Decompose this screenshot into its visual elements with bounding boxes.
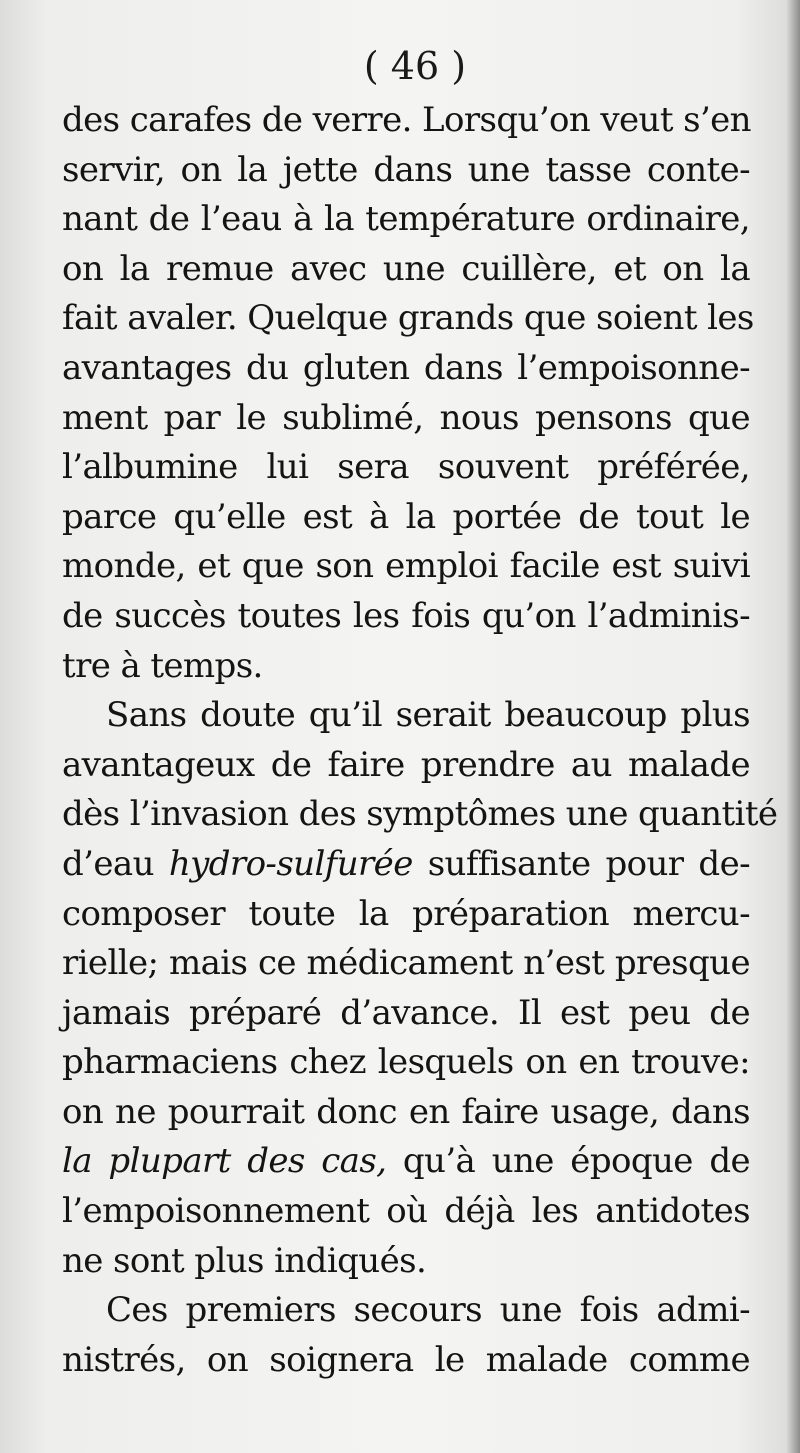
- text-line: composer toute la préparation mercu-: [62, 893, 750, 934]
- italic-term: hydro-sulfurée: [168, 843, 413, 884]
- text-line: parce qu’elle est à la portée de tout le: [62, 496, 750, 537]
- text-line: avantages du gluten dans l’empoisonne-: [62, 347, 750, 388]
- text-line: nistrés, on soignera le malade comme: [62, 1339, 750, 1380]
- page-edge-shadow: [786, 0, 800, 1453]
- text-line: avantageux de faire prendre au malade: [62, 744, 750, 785]
- line-segment: d’eau: [62, 843, 169, 884]
- text-line: ne sont plus indiqués.: [62, 1240, 427, 1281]
- text-line: ment par le sublimé, nous pensons que: [62, 397, 750, 438]
- text-line: nant de l’eau à la température ordinaire,: [62, 199, 750, 240]
- text-line: l’albumine lui sera souvent préférée,: [62, 447, 750, 488]
- text-line: monde, et que son emploi facile est suivi: [62, 546, 750, 587]
- line-segment: suffisante pour de-: [412, 843, 750, 884]
- body-text: [62, 96, 778, 1385]
- text-line: on ne pourrait donc en faire usage, dans: [62, 1091, 750, 1132]
- line-segment: qu’à une époque de: [386, 1141, 751, 1182]
- text-line: l’empoisonnement où déjà les antidotes: [62, 1191, 750, 1232]
- text-line: Sans doute qu’il serait beaucoup plus: [106, 695, 750, 736]
- text-line-with-italic: [62, 1137, 750, 1187]
- text-line: servir, on la jette dans une tasse conte-: [62, 149, 750, 190]
- text-line: on la remue avec une cuillère, et on la: [62, 248, 750, 289]
- page-number: ( 46 ): [363, 44, 467, 88]
- text-line-with-italic: [62, 840, 750, 890]
- text-line: rielle; mais ce médicament n’est presque: [62, 943, 750, 984]
- text-line: jamais préparé d’avance. Il est peu de: [62, 992, 750, 1033]
- italic-phrase: la plupart des cas,: [62, 1141, 387, 1182]
- text-line: Ces premiers secours une fois admi-: [106, 1290, 750, 1331]
- text-line: fait avaler. Quelque grands que soient les: [62, 298, 754, 339]
- text-line: pharmaciens chez lesquels on en trouve:: [62, 1042, 750, 1083]
- text-line: dès l’invasion des symptômes une quantité: [62, 794, 778, 835]
- text-line: tre à temps.: [62, 645, 263, 686]
- text-line: des carafes de verre. Lorsqu’on veut s’en: [62, 100, 751, 140]
- text-line: de succès toutes les fois qu’on l’adminis-: [62, 595, 750, 636]
